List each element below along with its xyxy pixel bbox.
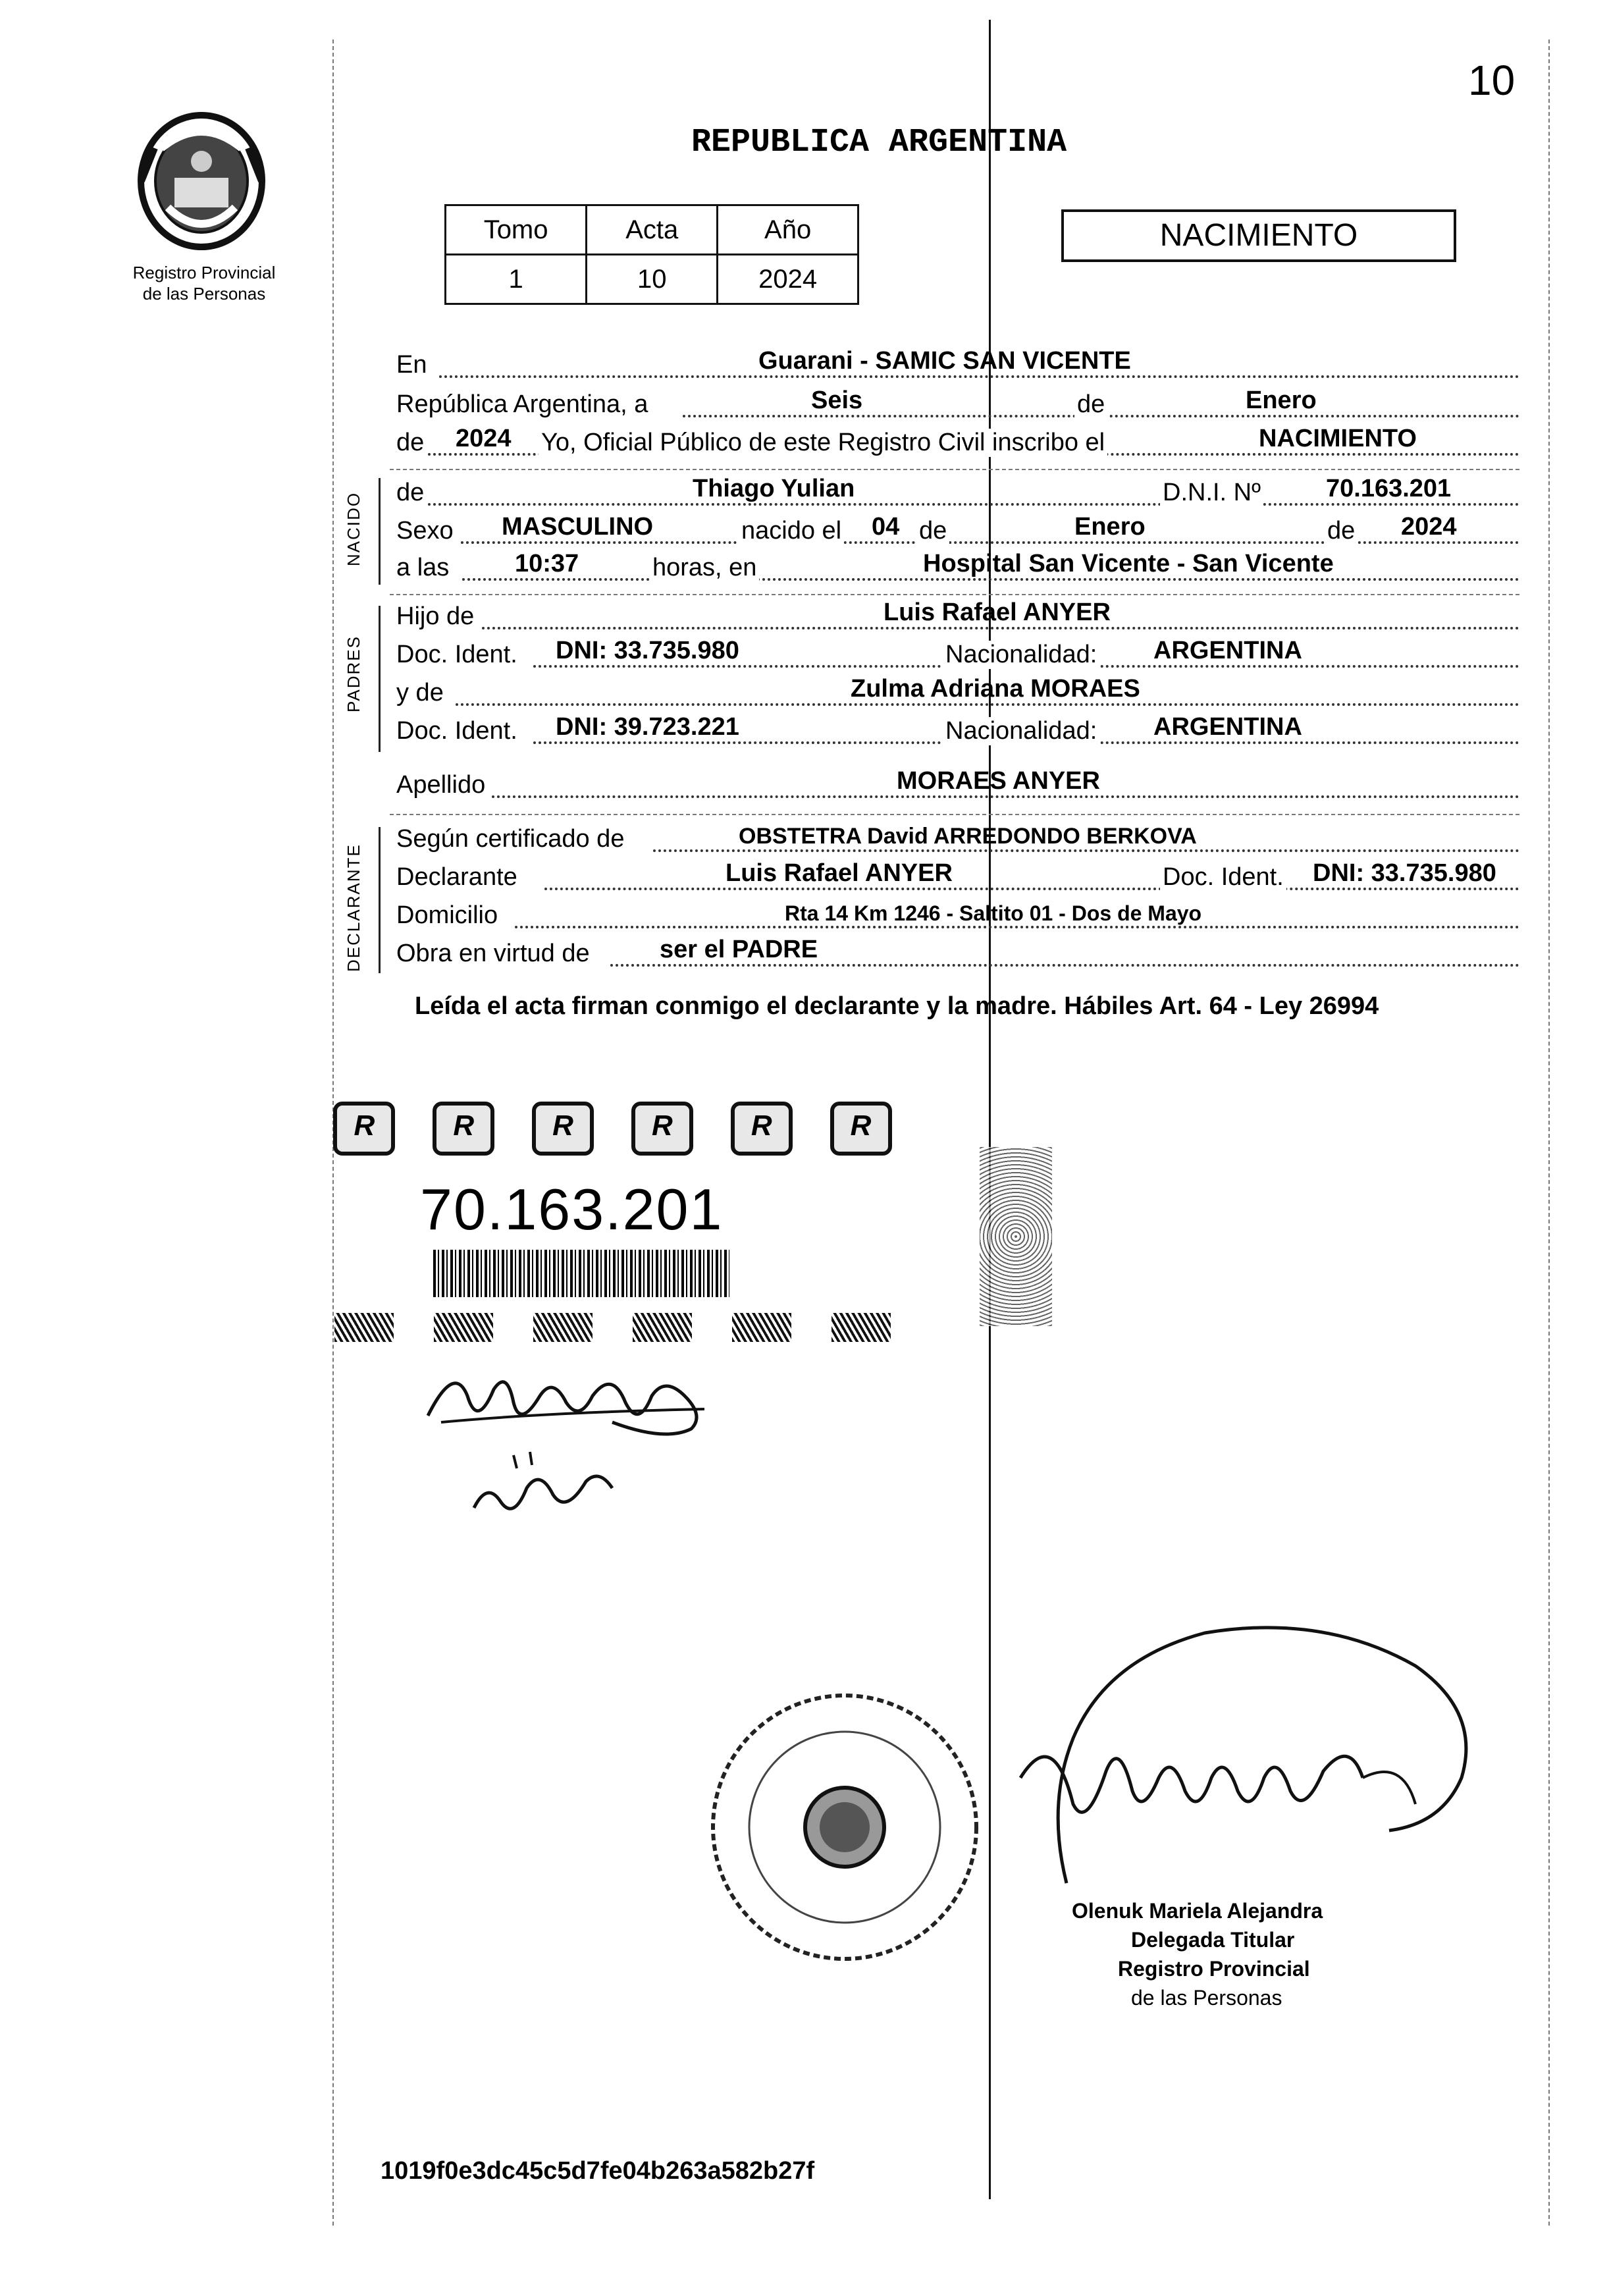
nacido-name: Thiago Yulian	[693, 475, 855, 502]
sticker-logo-row-bottom	[315, 1309, 910, 1346]
scan-edge-right	[1548, 40, 1550, 2226]
madre-doc: DNI: 39.723.221	[556, 713, 739, 741]
row-madre-doc	[390, 714, 1519, 751]
page-number: 10	[1468, 57, 1516, 104]
decl-doc-label: Doc. Ident.	[1160, 863, 1286, 892]
nacido-de2: de	[1325, 517, 1358, 545]
dotted-line	[544, 888, 1519, 890]
horas-label: horas, en	[650, 554, 759, 582]
date-de-label: de	[1074, 390, 1107, 419]
apellido-label: Apellido	[396, 771, 486, 799]
section-nacido: NACIDO	[344, 491, 363, 566]
signing-note: Leída el acta firman conmigo el declarante y la madre. Hábiles Art. 64 - Ley 26994	[415, 992, 1379, 1020]
row-nacido-sexo	[390, 514, 1519, 550]
row-domicilio	[390, 898, 1519, 935]
sexo-label: Sexo	[396, 517, 454, 545]
nacido-de1: de	[916, 517, 949, 545]
header-acta: Acta	[587, 205, 718, 255]
row-cert	[390, 822, 1519, 859]
padre-name: Luis Rafael ANYER	[884, 599, 1111, 626]
dotted-line	[515, 926, 1519, 928]
signature-officer	[955, 1607, 1494, 1909]
sticker-logo-row	[315, 1102, 910, 1155]
apellido-value: MORAES ANYER	[897, 767, 1100, 795]
nacido-de-label: de	[396, 479, 425, 506]
security-pattern	[633, 1313, 692, 1342]
cert-value: OBSTETRA David ARREDONDO BERKOVA	[739, 824, 1197, 849]
official-seal	[703, 1686, 986, 1969]
officer-block	[1072, 1896, 1323, 2012]
year-value: 2024	[456, 425, 512, 452]
row-padre-doc	[390, 637, 1519, 674]
date-label: República Argentina, a	[396, 390, 648, 418]
padre-nac-label: Nacionalidad:	[943, 641, 1099, 669]
crest-logo	[128, 109, 275, 254]
security-guilloche	[980, 1147, 1052, 1326]
security-pattern	[334, 1313, 394, 1342]
dotted-line	[482, 627, 1519, 629]
dotted-line	[439, 375, 1519, 378]
yde-label: y de	[396, 679, 444, 707]
place-label: En	[396, 351, 427, 379]
sticker-logo: R	[631, 1102, 693, 1156]
madre-nac: ARGENTINA	[1153, 713, 1302, 741]
nacido-dni: 70.163.201	[1326, 475, 1452, 502]
row-declarante	[390, 860, 1519, 897]
padre-doc: DNI: 33.735.980	[556, 637, 739, 664]
sticker-logo: R	[731, 1102, 793, 1156]
nacido-hora: 10:37	[515, 550, 579, 577]
madre-doc-label: Doc. Ident.	[396, 717, 517, 745]
alas-label: a las	[396, 554, 450, 581]
issuer-label	[105, 262, 303, 304]
sexo-value: MASCULINO	[502, 513, 654, 541]
nacido-lugar: Hospital San Vicente - San Vicente	[923, 550, 1334, 577]
dotted-line	[456, 703, 1519, 706]
row-year	[390, 425, 1519, 462]
issuer-line2: de las Personas	[142, 284, 266, 304]
decl-label: Declarante	[396, 863, 517, 891]
date-month: Enero	[1246, 387, 1317, 414]
value-ano: 2024	[718, 255, 858, 304]
date-day: Seis	[811, 387, 863, 414]
issuer-line1: Registro Provincial	[132, 263, 276, 282]
separator	[390, 814, 1519, 815]
dotted-line	[610, 964, 1519, 967]
sticker-logo: R	[532, 1102, 594, 1156]
bracket	[379, 478, 387, 585]
header-tomo: Tomo	[446, 205, 587, 255]
security-pattern	[434, 1313, 493, 1342]
document-hash: 1019f0e3dc45c5d7fe04b263a582b27f	[381, 2157, 815, 2185]
separator	[390, 469, 1519, 470]
row-apellido	[390, 768, 1519, 805]
cert-label: Según certificado de	[396, 825, 625, 853]
value-tomo: 1	[446, 255, 587, 304]
row-madre	[390, 676, 1519, 712]
dni-label: D.N.I. Nº	[1160, 479, 1263, 507]
officer-registry-2: de las Personas	[1131, 1986, 1282, 2010]
section-padres: PADRES	[344, 635, 363, 712]
obra-value: ser el PADRE	[660, 936, 818, 963]
nacido-day: 04	[872, 513, 900, 541]
padre-doc-label: Doc. Ident.	[396, 641, 517, 668]
security-sticker	[315, 1092, 910, 1355]
sticker-logo: R	[333, 1102, 395, 1156]
security-pattern	[732, 1313, 791, 1342]
year-de-label: de	[396, 429, 425, 456]
dotted-line	[461, 541, 1519, 544]
dotted-line	[653, 849, 1519, 852]
sticker-logo: R	[830, 1102, 892, 1156]
obra-label: Obra en virtud de	[396, 940, 590, 967]
row-obra	[390, 936, 1519, 973]
officer-name: Olenuk Mariela Alejandra	[1072, 1899, 1323, 1923]
padre-nac: ARGENTINA	[1153, 637, 1302, 664]
header-ano: Año	[718, 205, 858, 255]
security-pattern	[831, 1313, 891, 1342]
madre-name: Zulma Adriana MORAES	[851, 675, 1140, 703]
nacido-el-label: nacido el	[739, 517, 844, 545]
madre-nac-label: Nacionalidad:	[943, 717, 1099, 745]
year-act-type: NACIMIENTO	[1259, 425, 1417, 452]
officer-title: Delegada Titular	[1131, 1928, 1295, 1952]
nacido-month: Enero	[1074, 513, 1146, 541]
act-type-box: NACIMIENTO	[1061, 209, 1456, 262]
nacido-year: 2024	[1401, 513, 1457, 541]
row-padre	[390, 599, 1519, 636]
separator	[390, 594, 1519, 595]
country-title: REPUBLICA ARGENTINA	[691, 124, 1067, 161]
hijo-label: Hijo de	[396, 602, 475, 630]
security-pattern	[533, 1313, 593, 1342]
dom-value: Rta 14 Km 1246 - Saltito 01 - Dos de Mayo	[785, 901, 1202, 925]
year-text: Yo, Oficial Público de este Registro Civil inscribo el	[539, 429, 1107, 457]
dotted-line	[492, 795, 1519, 798]
place-value: Guarani - SAMIC SAN VICENTE	[758, 347, 1131, 375]
bracket	[379, 606, 387, 752]
officer-registry: Registro Provincial	[1118, 1957, 1310, 1981]
section-declarante: DECLARANTE	[344, 843, 363, 972]
decl-name: Luis Rafael ANYER	[725, 859, 953, 887]
barcode	[433, 1250, 729, 1297]
row-nacido-name	[390, 475, 1519, 512]
dotted-line	[462, 578, 1519, 581]
dom-label: Domicilio	[396, 901, 498, 929]
registry-table	[444, 204, 859, 305]
sticker-logo: R	[433, 1102, 494, 1156]
row-nacido-hora	[390, 550, 1519, 587]
dotted-line	[428, 503, 1519, 506]
bracket	[379, 827, 387, 973]
row-place	[390, 348, 1519, 385]
row-date	[390, 387, 1519, 424]
value-acta: 10	[587, 255, 718, 304]
sticker-number: 70.163.201	[420, 1177, 724, 1242]
signature-declarante	[415, 1356, 731, 1534]
decl-doc: DNI: 33.735.980	[1313, 859, 1496, 887]
